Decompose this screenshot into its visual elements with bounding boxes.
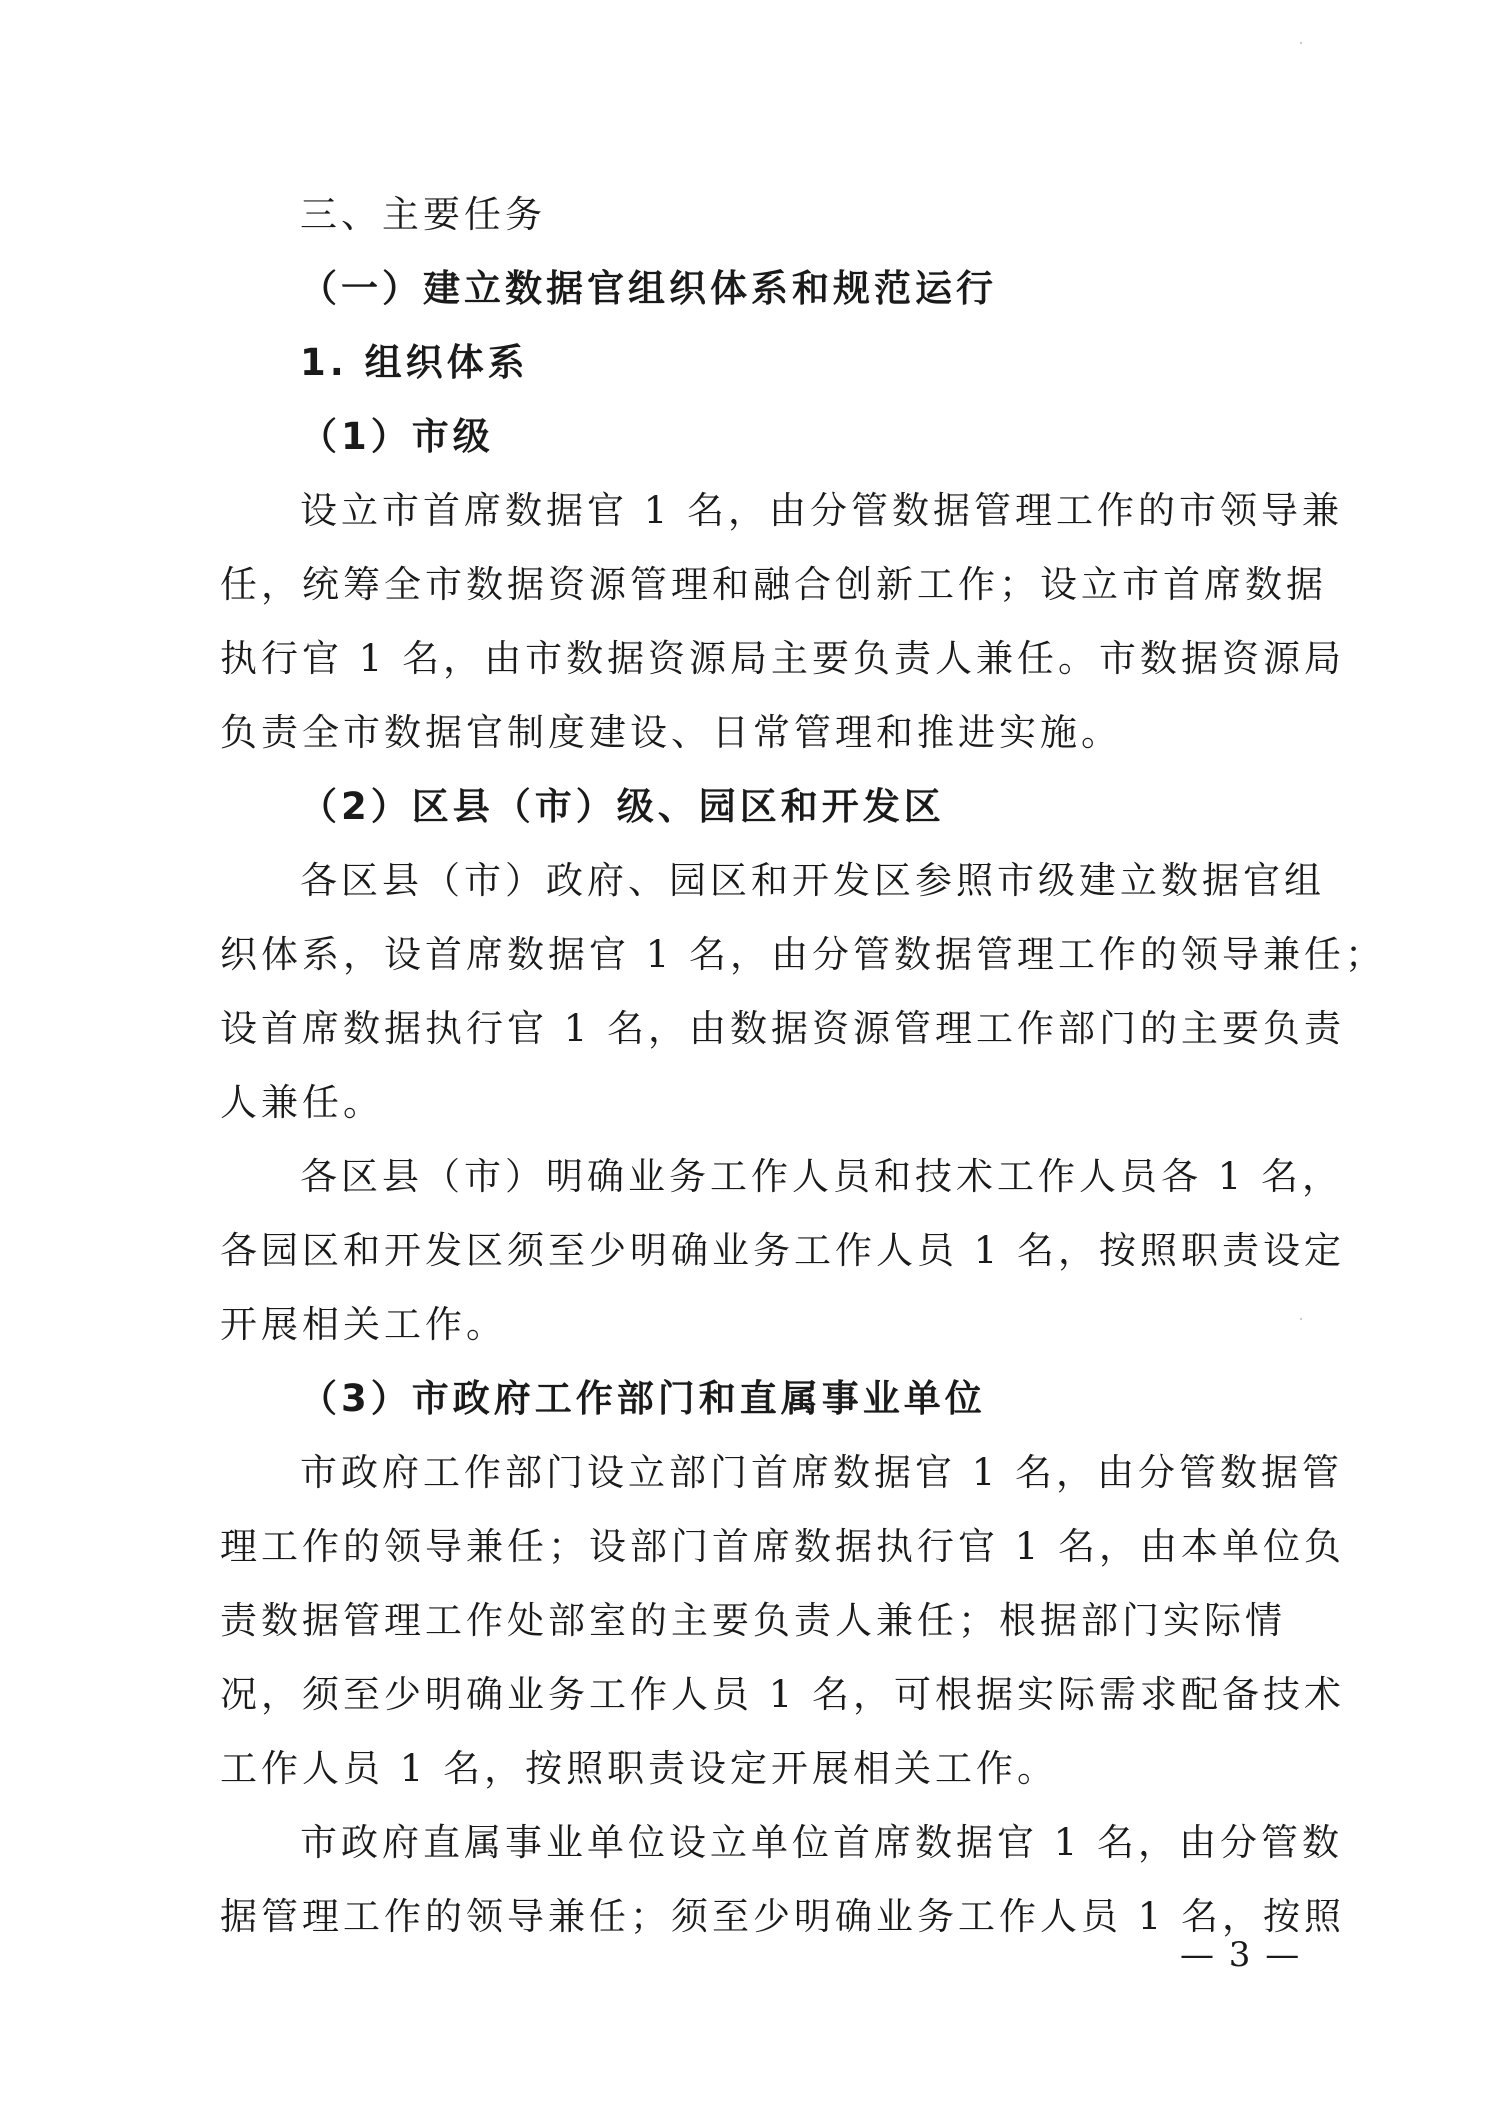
page-number: — 3 — bbox=[1180, 1935, 1302, 1975]
part2-paragraph-1 bbox=[220, 844, 1387, 1140]
scan-speck bbox=[1300, 42, 1302, 44]
paragraph-line: 各区县（市）政府、园区和开发区参照市级建立数据官组 bbox=[300, 859, 1325, 902]
paragraph-line: 开展相关工作。 bbox=[220, 1303, 507, 1346]
paragraph-line: 况，须至少明确业务工作人员 1 名，可根据实际需求配备技术 bbox=[220, 1673, 1346, 1716]
part1-heading: （1）市级 bbox=[300, 415, 494, 458]
paragraph-line: 设首席数据执行官 1 名，由数据资源管理工作部门的主要负责 bbox=[220, 1007, 1346, 1050]
part3-paragraph-1 bbox=[220, 1436, 1346, 1806]
document-body bbox=[220, 178, 1387, 1954]
paragraph-line: 据管理工作的领导兼任；须至少明确业务工作人员 1 名，按照 bbox=[220, 1895, 1346, 1938]
scan-speck bbox=[1300, 1318, 1302, 1320]
part1-paragraph bbox=[220, 474, 1346, 770]
part2-paragraph-2 bbox=[220, 1140, 1346, 1362]
paragraph-line: 织体系，设首席数据官 1 名，由分管数据管理工作的领导兼任； bbox=[220, 933, 1387, 976]
paragraph-line: 人兼任。 bbox=[220, 1081, 384, 1124]
paragraph-line: 责数据管理工作处部室的主要负责人兼任；根据部门实际情 bbox=[220, 1599, 1286, 1642]
paragraph-line: 市政府直属事业单位设立单位首席数据官 1 名，由分管数 bbox=[300, 1821, 1344, 1864]
part3-paragraph-2 bbox=[220, 1806, 1346, 1954]
subsection-heading: （一）建立数据官组织体系和规范运行 bbox=[300, 267, 997, 310]
paragraph-line: 设立市首席数据官 1 名，由分管数据管理工作的市领导兼 bbox=[300, 489, 1344, 532]
part3-heading: （3）市政府工作部门和直属事业单位 bbox=[300, 1377, 986, 1420]
paragraph-line: 执行官 1 名，由市数据资源局主要负责人兼任。市数据资源局 bbox=[220, 637, 1346, 680]
paragraph-line: 任，统筹全市数据资源管理和融合创新工作；设立市首席数据 bbox=[220, 563, 1327, 606]
section-heading: 三、主要任务 bbox=[300, 193, 546, 236]
part2-heading: （2）区县（市）级、园区和开发区 bbox=[300, 785, 945, 828]
item-heading: 1. 组织体系 bbox=[300, 341, 529, 384]
paragraph-line: 理工作的领导兼任；设部门首席数据执行官 1 名，由本单位负 bbox=[220, 1525, 1346, 1568]
paragraph-line: 各区县（市）明确业务工作人员和技术工作人员各 1 名， bbox=[300, 1155, 1344, 1198]
paragraph-line: 负责全市数据官制度建设、日常管理和推进实施。 bbox=[220, 711, 1122, 754]
paragraph-line: 各园区和开发区须至少明确业务工作人员 1 名，按照职责设定 bbox=[220, 1229, 1346, 1272]
paragraph-line: 工作人员 1 名，按照职责设定开展相关工作。 bbox=[220, 1747, 1059, 1790]
paragraph-line: 市政府工作部门设立部门首席数据官 1 名，由分管数据管 bbox=[300, 1451, 1344, 1494]
